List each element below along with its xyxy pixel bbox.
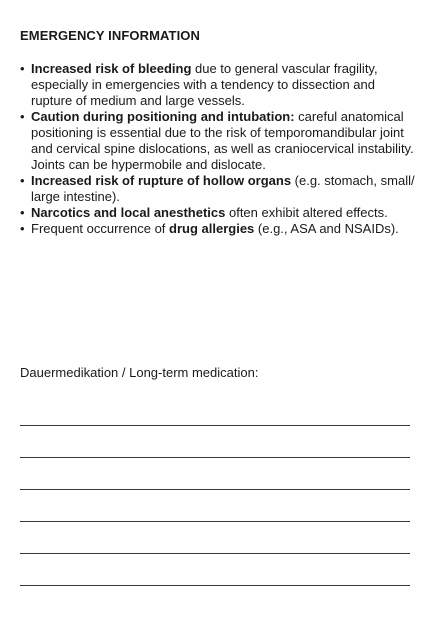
bullet-strong-text: Increased risk of rupture of hollow organs	[31, 173, 292, 188]
bullet-text: Frequent occurrence of	[31, 221, 170, 236]
medication-blank-line	[20, 457, 410, 458]
list-item	[20, 221, 415, 237]
medication-blank-line	[20, 489, 410, 490]
list-item	[20, 61, 415, 109]
bullet-text: careful anatomical positioning is essential due to the risk of temporomandibular joint and cervical spine dislocations, as well as craniocervical instability. Joints can be hypermobile and dislocate.	[31, 109, 414, 172]
medication-blank-line	[20, 425, 410, 426]
bullet-text: due to general vascular fragility, especially in emergencies with a tendency to dissection and rupture of medium and large vessels.	[31, 61, 378, 108]
bullet-strong-text: drug allergies	[169, 221, 255, 236]
bullet-icon: •	[20, 109, 25, 124]
bullet-icon: •	[20, 221, 25, 236]
bullet-text: (e.g., ASA and NSAIDs).	[254, 221, 399, 236]
bullet-icon: •	[20, 61, 25, 76]
bullet-strong-text: Narcotics and local anesthetics	[31, 205, 226, 220]
bullet-icon: •	[20, 173, 25, 188]
bullet-text: (e.g. stomach, small/ large intestine).	[31, 173, 415, 204]
page-title: EMERGENCY INFORMATION	[20, 28, 201, 43]
bullet-strong-text: Increased risk of bleeding	[31, 61, 192, 76]
list-item	[20, 205, 415, 221]
bullet-icon: •	[20, 205, 25, 220]
bullet-strong-text: Caution during positioning and intubation:	[31, 109, 295, 124]
medication-blank-line	[20, 585, 410, 586]
bullet-text: often exhibit altered effects.	[225, 205, 388, 220]
medication-blank-line	[20, 521, 410, 522]
emergency-bullet-list	[20, 61, 415, 237]
medication-blank-line	[20, 553, 410, 554]
list-item	[20, 109, 415, 173]
medication-label: Dauermedikation / Long-term medication:	[20, 365, 259, 380]
list-item	[20, 173, 415, 205]
